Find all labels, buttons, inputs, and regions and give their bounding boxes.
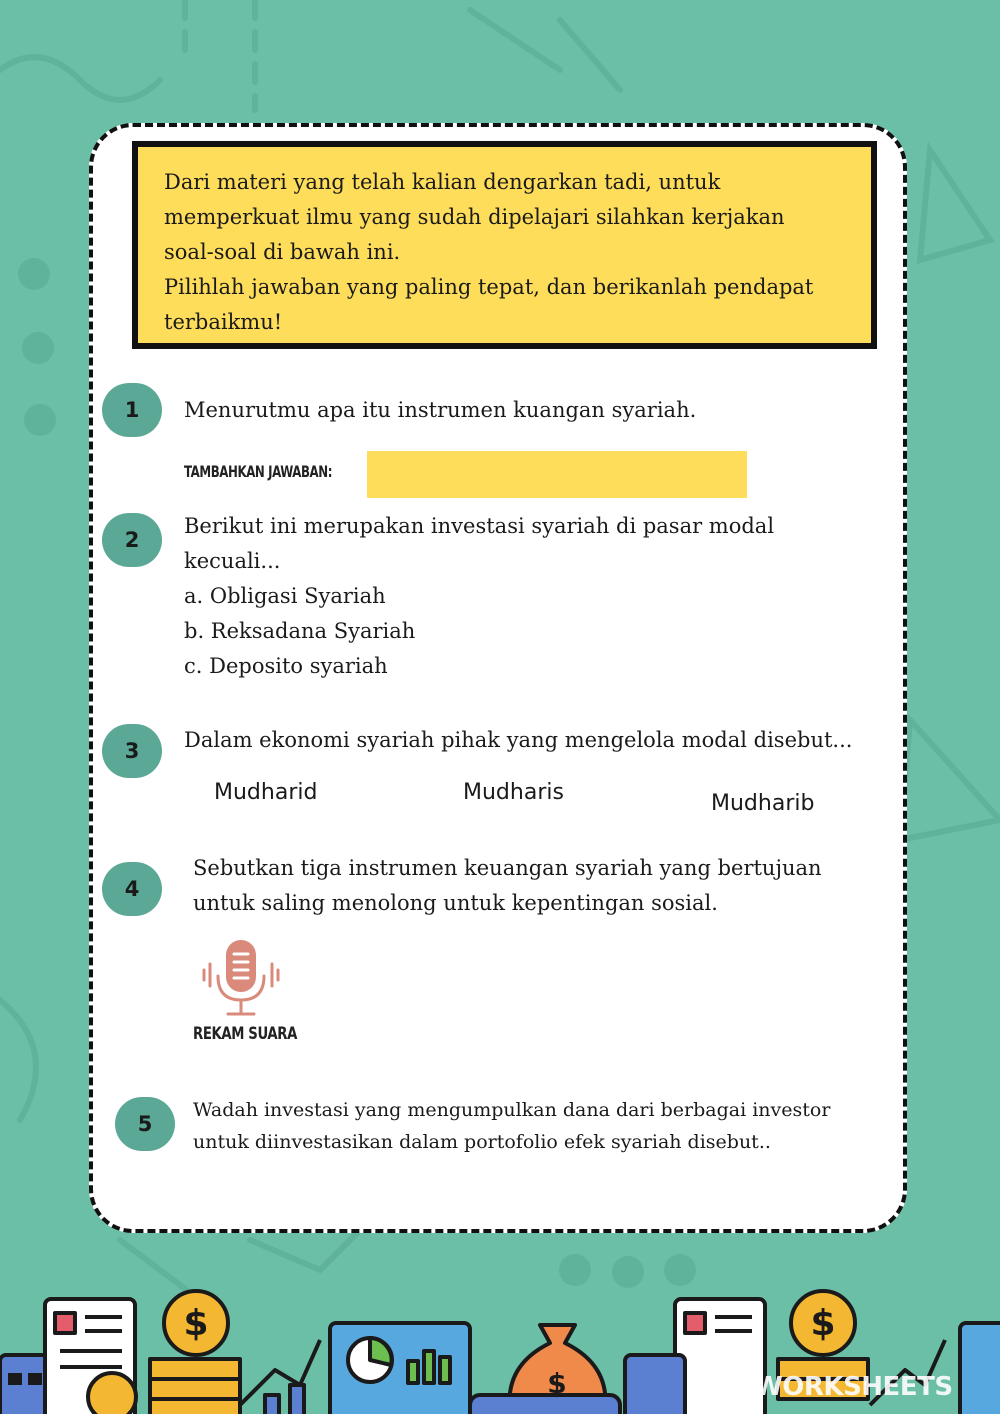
question-3-text: Dalam ekonomi syariah pihak yang mengelola modal disebut...: [184, 728, 853, 752]
svg-text:$: $: [547, 1367, 567, 1400]
question-line: Wadah investasi yang mengumpulkan dana dari berbagai investor: [193, 1099, 831, 1121]
option-a: a. Obligasi Syariah: [184, 584, 386, 608]
liveworksheets-logo: LIVEWORKSHEETS: [692, 1372, 953, 1402]
question-line: Berikut ini merupakan investasi syariah di pasar modal: [184, 514, 775, 538]
choice-mudharid[interactable]: Mudharid: [214, 780, 318, 805]
question-5-text: [193, 1094, 830, 1158]
svg-text:$: $: [810, 1303, 836, 1344]
instruction-line: terbaikmu!: [164, 310, 283, 334]
instruction-line: Pilihlah jawaban yang paling tepat, dan berikanlah pendapat: [164, 275, 814, 299]
instruction-line: memperkuat ilmu yang sudah dipelajari silahkan kerjakan: [164, 205, 785, 229]
question-2-text: [184, 509, 774, 684]
question-number-badge: 3: [102, 724, 162, 778]
instruction-box: [132, 141, 877, 349]
microphone-icon[interactable]: [198, 936, 284, 1022]
choice-mudharis[interactable]: Mudharis: [463, 780, 564, 805]
question-line: untuk diinvestasikan dalam portofolio efek syariah disebut..: [193, 1131, 771, 1153]
question-line: Sebutkan tiga instrumen keuangan syariah yang bertujuan: [193, 856, 822, 880]
question-number-badge: 1: [102, 383, 162, 437]
question-number-badge: 5: [115, 1097, 175, 1151]
question-number-badge: 2: [102, 513, 162, 567]
answer-input[interactable]: [367, 451, 747, 498]
svg-text:$: $: [183, 1303, 209, 1344]
choice-mudharib[interactable]: Mudharib: [711, 791, 815, 816]
option-b: b. Reksadana Syariah: [184, 619, 416, 643]
question-1-text: Menurutmu apa itu instrumen kuangan syariah.: [184, 398, 697, 422]
question-line: untuk saling menolong untuk kepentingan sosial.: [193, 891, 718, 915]
instruction-line: Dari materi yang telah kalian dengarkan tadi, untuk: [164, 170, 721, 194]
answer-label: TAMBAHKAN JAWABAN:: [184, 462, 333, 481]
record-voice-label: REKAM SUARA: [193, 1024, 297, 1044]
question-4-text: [193, 851, 822, 921]
question-number-badge: 4: [102, 862, 162, 916]
option-c: c. Deposito syariah: [184, 654, 388, 678]
instruction-line: soal-soal di bawah ini.: [164, 240, 401, 264]
question-line: kecuali...: [184, 549, 281, 573]
